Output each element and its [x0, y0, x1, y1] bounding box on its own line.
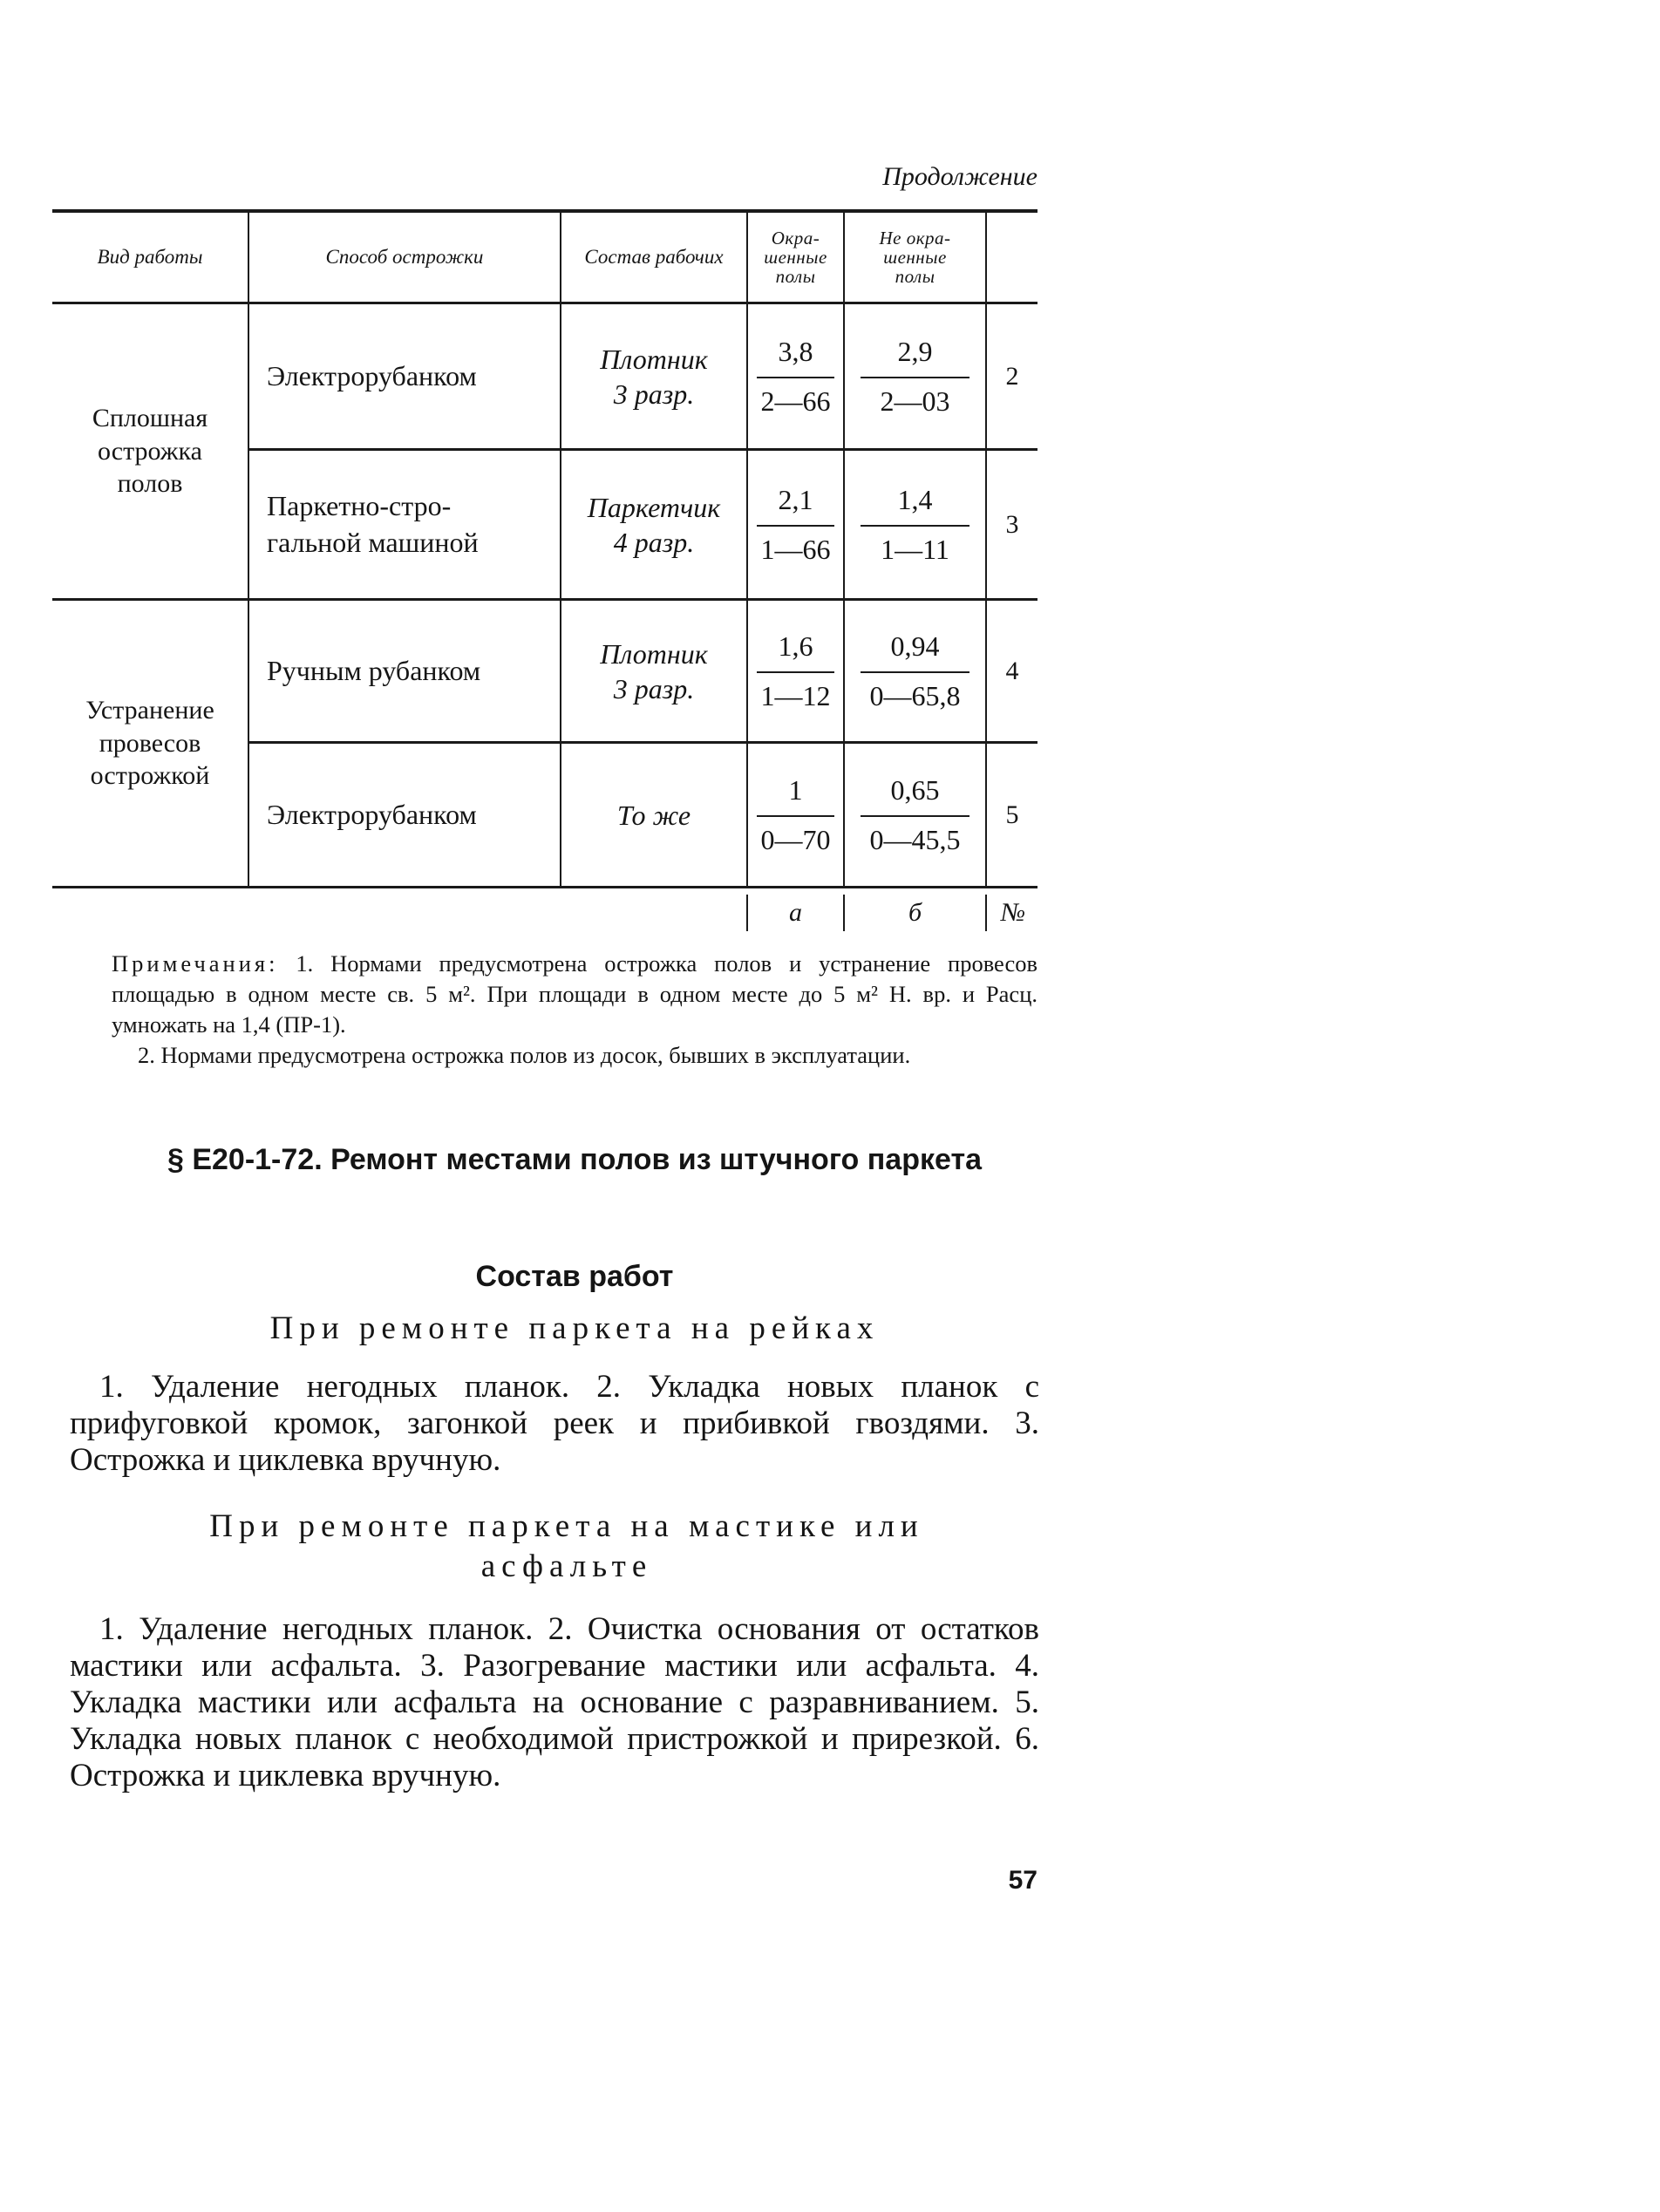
column-label-number: № [1000, 898, 1026, 927]
table-row-crew: Паркетчик 4 разр. [587, 491, 721, 558]
painted-price: 0—70 [760, 823, 831, 855]
unpainted-price: 0—65,8 [869, 679, 961, 711]
table-row-crew: Плотник 3 разр. [600, 637, 708, 704]
text-mastic: 1. Удаление негодных планок. 2. Очистка основания от остатков мастики или асфальта. 3. Разогревание мастики или асфальта. 4. Укладка мастики или асфальта на основание с разравниванием. 5. Укладка новых планок с необходимой пристрожкой и прирезкой. 6. Острожка и циклевка вручную. [70, 1611, 1039, 1793]
painted-price: 1—12 [760, 679, 831, 711]
header-method: Способ острожки [325, 246, 484, 269]
unpainted-time: 2,9 [861, 336, 969, 378]
column-label-a: а [789, 898, 802, 927]
group-label-sag-removal: Устранение провесов острожкой [85, 696, 214, 791]
notes [112, 949, 1038, 1071]
continuation-label: Продолжение [882, 162, 1038, 191]
header-crew: Состав рабочих [584, 246, 724, 269]
table-row-unpainted [845, 451, 985, 598]
group-label-solid-planing: Сплошная острожка полов [92, 404, 208, 499]
unpainted-time: 0,94 [861, 630, 969, 673]
table-row-unpainted [845, 744, 985, 886]
table-bottom-rule [52, 886, 1038, 888]
painted-price: 1—66 [760, 533, 831, 565]
unpainted-price: 1—11 [881, 533, 949, 565]
table-row-method: Ручным рубанком [267, 654, 481, 686]
table-row-crew: Плотник 3 разр. [600, 343, 708, 410]
subheading-mastic: При ремонте паркета на мастике или асфальте [209, 1508, 924, 1584]
painted-time: 3,8 [757, 336, 833, 378]
composition-heading: Состав работ [475, 1260, 674, 1293]
table-row-unpainted [845, 601, 985, 741]
table-row-painted [748, 304, 843, 448]
unpainted-time: 0,65 [861, 774, 969, 817]
table-row-crew: То же [616, 799, 691, 831]
header-work-type: Вид работы [97, 246, 203, 269]
table-row-method: Электрорубанком [267, 798, 477, 830]
text-rails: 1. Удаление негодных планок. 2. Укладка новых планок с прифуговкой кромок, загонкой реек и прибивкой гвоздями. 3. Острожка и циклевка вручную. [70, 1369, 1039, 1478]
subheading-rails: При ремонте паркета на рейках [269, 1310, 880, 1346]
unpainted-price: 0—45,5 [869, 823, 961, 855]
unpainted-time: 1,4 [861, 484, 969, 527]
painted-price: 2—66 [760, 385, 831, 417]
note-1-text: 1. Нормами предусмотрена острожка полов и устранение провесов площадью в одном месте св. 5 м². При площади в одном месте до 5 м² Н. вр. и Расц. умножать на 1,4 (ПР-1). [112, 950, 1038, 1038]
painted-time: 1 [757, 774, 833, 817]
note-2: 2. Нормами предусмотрена острожка полов из досок, бывших в эксплуатации. [138, 1042, 911, 1068]
header-painted: Окра- шенные полы [764, 227, 827, 288]
column-label-b: б [908, 898, 922, 927]
table-row-number: 2 [1005, 361, 1019, 391]
table-row-method: Паркетно-стро- гальной машиной [267, 489, 479, 558]
page-number: 57 [1008, 1866, 1038, 1895]
table-row-painted [748, 451, 843, 598]
table-row-method: Электрорубанком [267, 359, 477, 391]
table-row-number: 5 [1005, 800, 1019, 829]
header-unpainted: Не окра- шенные полы [879, 227, 951, 288]
table-row-painted [748, 601, 843, 741]
table-row-number: 4 [1005, 656, 1019, 685]
note-1 [112, 949, 1038, 1040]
table-row-unpainted [845, 304, 985, 448]
section-title: § Е20-1-72. Ремонт местами полов из штучного паркета [167, 1143, 983, 1176]
notes-label: Примечания: [112, 950, 279, 977]
unpainted-price: 2—03 [880, 385, 950, 417]
col-rule-1 [248, 213, 249, 886]
painted-time: 2,1 [757, 484, 833, 527]
painted-time: 1,6 [757, 630, 833, 673]
table-row-painted [748, 744, 843, 886]
table-row-number: 3 [1005, 509, 1019, 539]
